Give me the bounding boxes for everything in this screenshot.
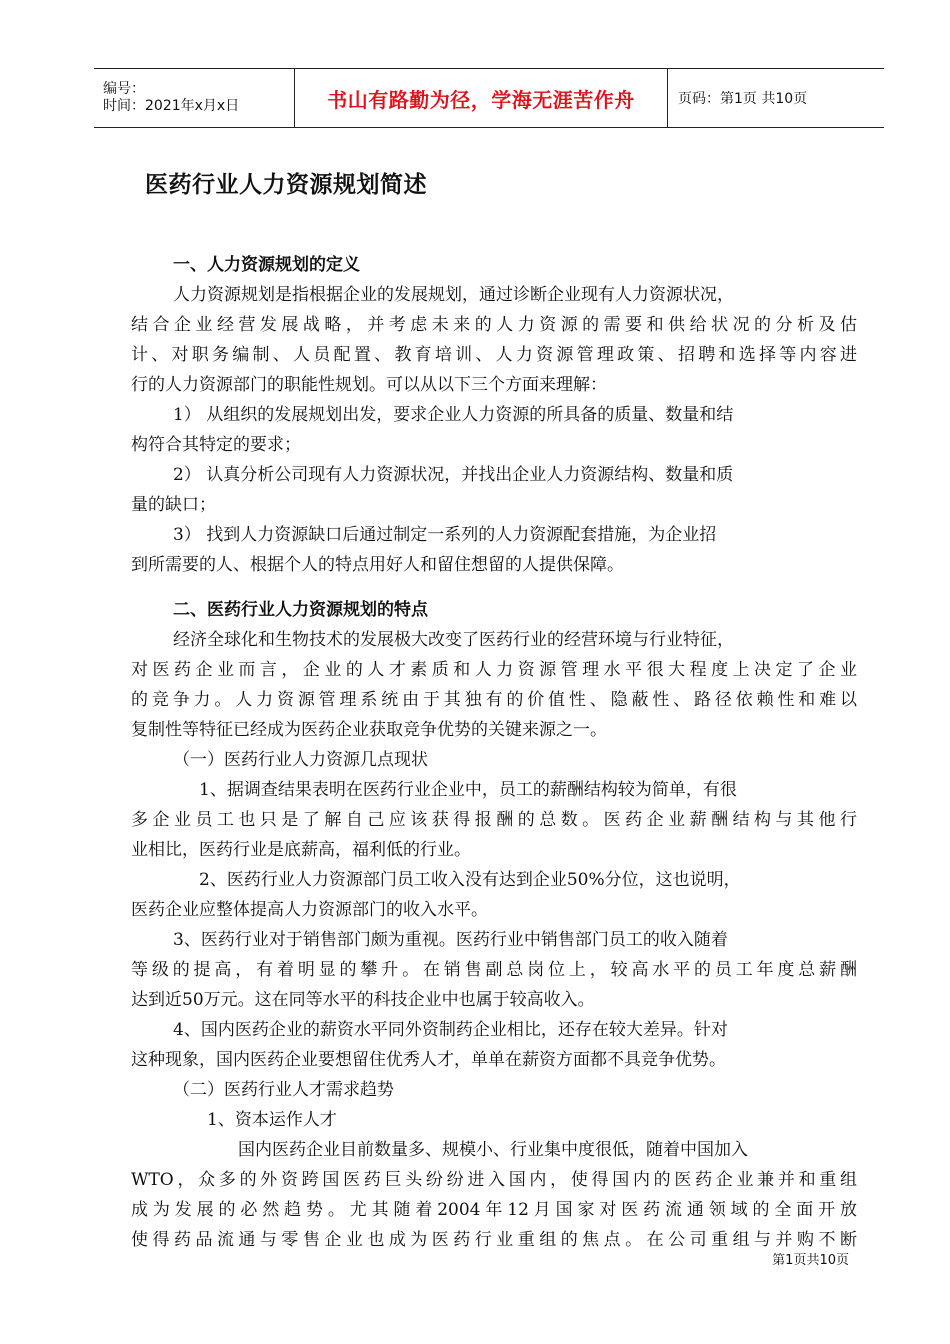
section-heading-2: 二、医药行业人力资源规划的特点: [173, 600, 428, 620]
paragraph-line: 多企业员工也只是了解自己应该获得报酬的总数。医药企业薪酬结构与其他行: [131, 810, 857, 830]
list-item-line: 构符合其特定的要求；: [131, 435, 301, 455]
document-header: [94, 68, 884, 128]
number-label: 编号：: [103, 81, 145, 97]
list-item-line: 3） 找到人力资源缺口后通过制定一系列的人力资源配套措施，为企业招: [173, 525, 717, 545]
list-item-line: 到所需要的人、根据个人的特点用好人和留住想留的人提供保障。: [131, 555, 624, 575]
paragraph-line: WTO，众多的外资跨国医药巨头纷纷进入国内，使得国内的医药企业兼并和重组: [131, 1170, 857, 1190]
list-item-line: 1） 从组织的发展规划出发，要求企业人力资源的所具备的质量、数量和结: [173, 405, 734, 425]
time-label: 时间：2021年x月x日: [103, 98, 240, 114]
header-motto: 书山有路勤为径，学海无涯苦作舟: [295, 69, 668, 127]
document-title: 医药行业人力资源规划简述: [145, 172, 427, 198]
paragraph-line: 等级的提高，有着明显的攀升。在销售副总岗位上，较高水平的员工年度总薪酬: [131, 960, 857, 980]
subsection-item: 1、资本运作人才: [207, 1110, 337, 1130]
subsection-heading: （二）医药行业人才需求趋势: [173, 1080, 394, 1100]
paragraph-line: 行的人力资源部门的职能性规划。可以从以下三个方面来理解：: [131, 375, 607, 395]
paragraph-line: 使得药品流通与零售企业也成为医药行业重组的焦点。在公司重组与并购不断: [131, 1230, 857, 1250]
paragraph-line: 这种现象，国内医药企业要想留住优秀人才，单单在薪资方面都不具竞争优势。: [131, 1050, 726, 1070]
paragraph-line: 计、对职务编制、人员配置、教育培训、人力资源管理政策、招聘和选择等内容进: [131, 345, 857, 365]
paragraph-line: 达到近50万元。这在同等水平的科技企业中也属于较高收入。: [131, 990, 595, 1010]
paragraph-line: 对医药企业而言，企业的人才素质和人力资源管理水平很大程度上决定了企业: [131, 660, 857, 680]
header-meta-cell: [94, 69, 295, 127]
header-page-info: 页码：第1页 共10页: [678, 91, 808, 107]
paragraph-line: 成为发展的必然趋势。尤其随着2004年12月国家对医药流通领域的全面开放: [131, 1200, 857, 1220]
paragraph-line: 医药企业应整体提高人力资源部门的收入水平。: [131, 900, 488, 920]
list-item-line: 2） 认真分析公司现有人力资源状况，并找出企业人力资源结构、数量和质: [173, 465, 734, 485]
paragraph-line: 人力资源规划是指根据企业的发展规划，通过诊断企业现有人力资源状况，: [173, 285, 734, 305]
paragraph-line: 业相比，医药行业是底薪高，福利低的行业。: [131, 840, 471, 860]
paragraph-line: 经济全球化和生物技术的发展极大改变了医药行业的经营环境与行业特征，: [173, 630, 734, 650]
paragraph-line: 的竞争力。人力资源管理系统由于其独有的价值性、隐蔽性、路径依赖性和难以: [131, 690, 857, 710]
paragraph-line: 1、据调查结果表明在医药行业企业中，员工的薪酬结构较为简单，有很: [199, 780, 737, 800]
paragraph-line: 4、国内医药企业的薪资水平同外资制药企业相比，还存在较大差异。针对: [173, 1020, 728, 1040]
list-item-line: 量的缺口；: [131, 495, 216, 515]
paragraph-line: 国内医药企业目前数量多、规模小、行业集中度很低，随着中国加入: [238, 1140, 748, 1160]
page-footer: 第1页共10页: [772, 1253, 849, 1268]
paragraph-line: 结合企业经营发展战略，并考虑未来的人力资源的需要和供给状况的分析及估: [131, 315, 857, 335]
paragraph-line: 3、医药行业对于销售部门颇为重视。医药行业中销售部门员工的收入随着: [173, 930, 728, 950]
section-heading-1: 一、人力资源规划的定义: [173, 255, 360, 275]
paragraph-line: 复制性等特征已经成为医药企业获取竞争优势的关键来源之一。: [131, 720, 607, 740]
subsection-heading: （一）医药行业人力资源几点现状: [173, 750, 428, 770]
paragraph-line: 2、医药行业人力资源部门员工收入没有达到企业50%分位，这也说明，: [199, 870, 741, 890]
